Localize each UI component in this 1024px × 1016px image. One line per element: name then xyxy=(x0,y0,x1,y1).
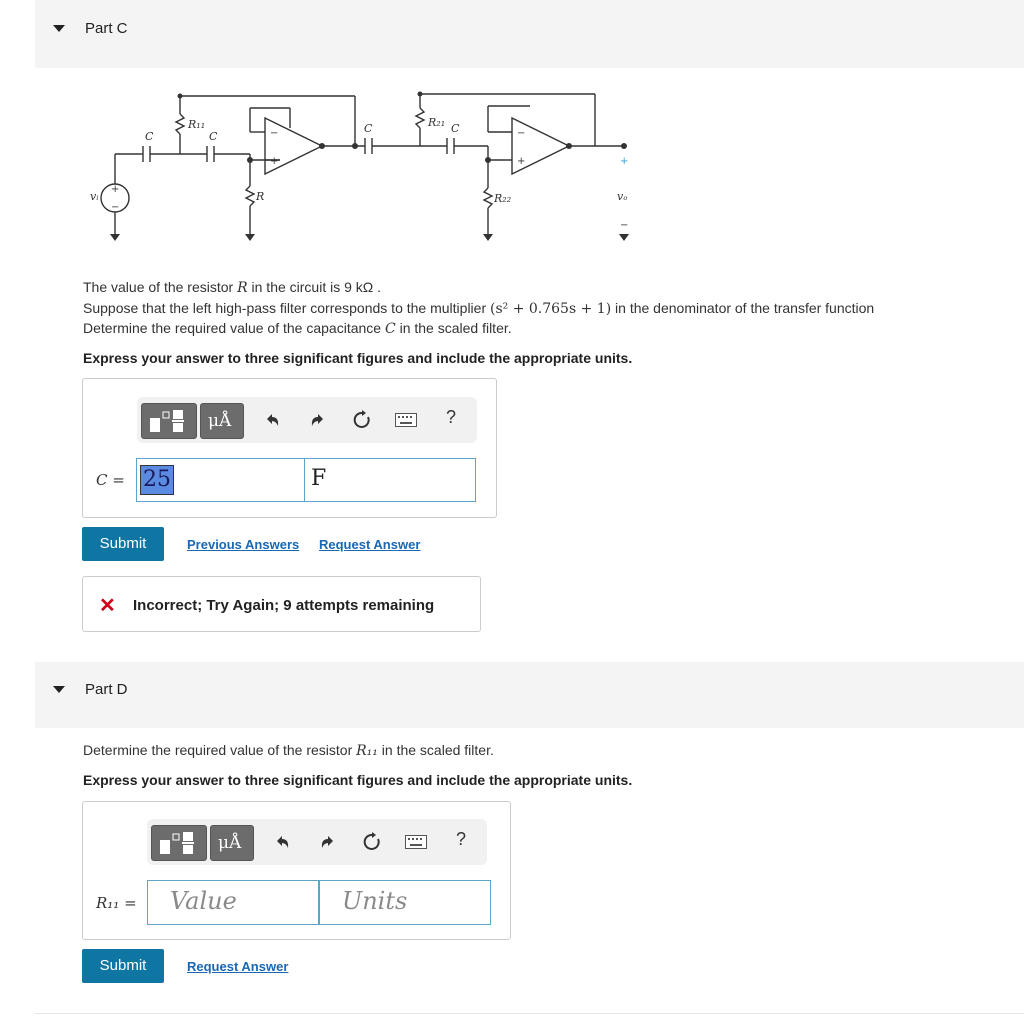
part-c-header[interactable] xyxy=(35,0,1024,68)
part-c-question-text: Determine the required value of the capacitance C in the scaled filter. xyxy=(83,320,512,337)
part-c-toolbar xyxy=(137,397,477,443)
keyboard-icon[interactable] xyxy=(395,413,417,427)
label-c4: C xyxy=(451,122,460,135)
label-c3: C xyxy=(364,122,373,135)
r11-value-placeholder: Value xyxy=(170,887,237,915)
r11-value-input[interactable] xyxy=(147,880,319,925)
redo-icon[interactable] xyxy=(309,411,327,429)
label-plus-opamp2: + xyxy=(517,156,526,167)
part-d-answer-box xyxy=(82,801,511,940)
help-button[interactable]: ? xyxy=(446,407,457,427)
r11-units-input[interactable] xyxy=(319,880,491,925)
units-symbol: μÅ xyxy=(208,411,232,431)
part-c-resistor-text: The value of the resistor R in the circuit is 9 kΩ . xyxy=(83,279,382,296)
label-c2: C xyxy=(209,130,218,143)
c-field-label: C = xyxy=(96,471,125,489)
incorrect-x-icon: ✕ xyxy=(99,595,116,617)
r11-field-label: R₁₁ = xyxy=(96,894,137,912)
keyboard-icon[interactable] xyxy=(405,835,427,849)
part-c-title: Part C xyxy=(85,20,128,37)
label-c1: C xyxy=(145,130,154,143)
c-value-input[interactable] xyxy=(136,458,305,502)
reset-icon[interactable] xyxy=(362,832,382,852)
bottom-divider xyxy=(35,1013,1024,1014)
c-units-text: F xyxy=(311,466,327,491)
label-plus-vo: + xyxy=(620,156,629,167)
r11-units-placeholder: Units xyxy=(342,887,408,915)
part-d-title: Part D xyxy=(85,681,128,698)
templates-button[interactable] xyxy=(151,825,207,861)
c-units-input[interactable] xyxy=(304,458,476,502)
c-value-text: 25 xyxy=(143,467,171,492)
label-vo: vₒ xyxy=(617,190,628,203)
templates-button[interactable] xyxy=(141,403,197,439)
part-d-question-text: Determine the required value of the resistor R₁₁ in the scaled filter. xyxy=(83,742,494,759)
collapse-triangle-icon[interactable] xyxy=(53,25,65,32)
circuit-diagram xyxy=(90,88,650,248)
feedback-text: Incorrect; Try Again; 9 attempts remaining xyxy=(133,597,435,614)
part-d-toolbar xyxy=(147,819,487,865)
units-button[interactable] xyxy=(200,403,244,439)
label-r11: R₁₁ xyxy=(188,118,206,131)
label-minus-vi: − xyxy=(111,202,120,213)
part-d-submit-button[interactable]: Submit xyxy=(82,949,164,983)
label-r22: R₂₂ xyxy=(494,192,512,205)
undo-icon[interactable] xyxy=(273,833,291,851)
units-symbol: μÅ xyxy=(218,833,242,853)
part-c-submit-button[interactable]: Submit xyxy=(82,527,164,561)
templates-icon xyxy=(142,404,196,438)
label-plus-vi: + xyxy=(111,184,120,195)
label-minus-opamp1: − xyxy=(270,128,279,139)
part-d-request-answer-link[interactable]: Request Answer xyxy=(187,959,289,974)
units-button[interactable] xyxy=(210,825,254,861)
feedback-box xyxy=(82,576,481,632)
previous-answers-link[interactable]: Previous Answers xyxy=(187,537,300,552)
part-c-request-answer-link[interactable]: Request Answer xyxy=(319,537,421,552)
templates-icon xyxy=(152,826,206,860)
reset-icon[interactable] xyxy=(352,410,372,430)
part-c-multiplier-text: Suppose that the left high-pass filter corresponds to the multiplier (s² + 0.765s + 1) in the denominator of the transfer function xyxy=(83,300,875,317)
label-minus-opamp2: − xyxy=(517,128,526,139)
collapse-triangle-icon[interactable] xyxy=(53,686,65,693)
part-c-answer-box xyxy=(82,378,497,518)
label-minus-vo: − xyxy=(620,220,629,231)
label-r: R xyxy=(256,190,265,203)
label-vi: vᵢ xyxy=(90,190,99,203)
part-d-instruction: Express your answer to three significant figures and include the appropriate units. xyxy=(83,772,633,788)
redo-icon[interactable] xyxy=(319,833,337,851)
label-plus-opamp1: + xyxy=(270,156,279,167)
help-button[interactable]: ? xyxy=(456,829,467,849)
part-c-instruction: Express your answer to three significant figures and include the appropriate units. xyxy=(83,350,633,366)
label-r21: R₂₁ xyxy=(428,116,446,129)
part-d-header[interactable] xyxy=(35,662,1024,728)
undo-icon[interactable] xyxy=(263,411,281,429)
